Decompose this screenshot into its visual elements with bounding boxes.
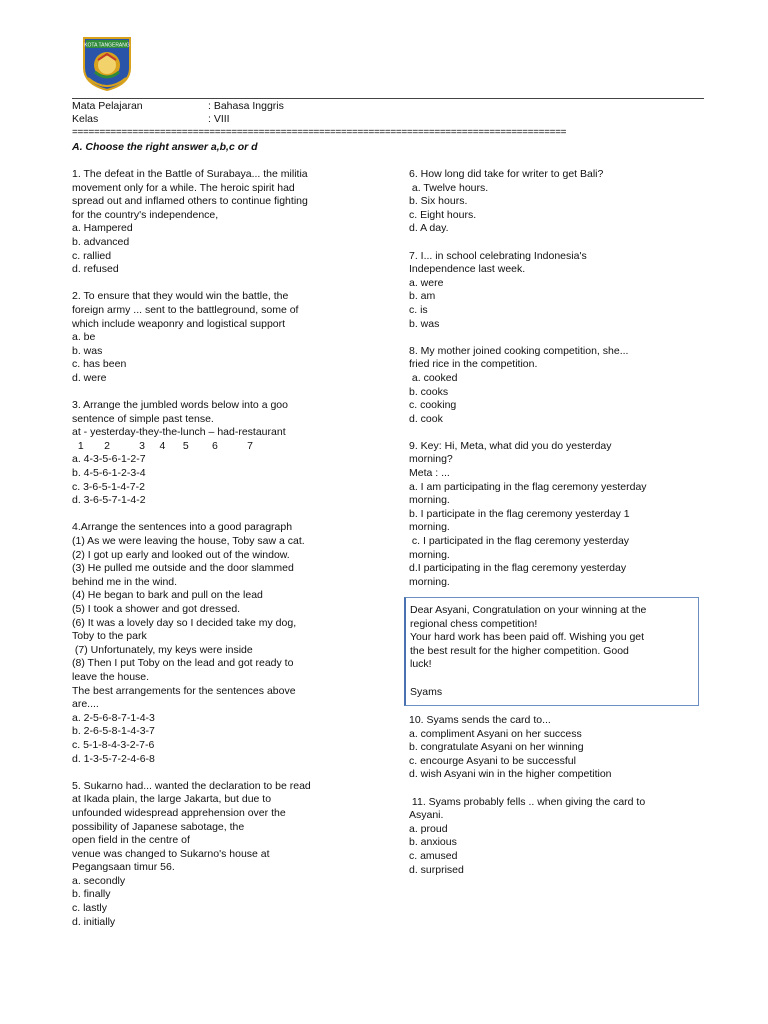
- text-line: fried rice in the competition.: [409, 358, 538, 371]
- text-line: (1) As we were leaving the house, Toby saw a cat.: [72, 535, 305, 548]
- blank-line: [409, 426, 709, 440]
- text-line: Independence last week.: [409, 263, 526, 276]
- instruction-heading: A. Choose the right answer a,b,c or d: [72, 141, 258, 153]
- text-line: c. amused: [409, 849, 458, 862]
- text-line: at Ikada plain, the large Jakarta, but due to: [72, 793, 272, 806]
- text-line: Your hard work has been paid off. Wishing you get: [410, 631, 645, 644]
- text-line: Asyani.: [409, 809, 444, 822]
- text-line: open field in the centre of: [72, 834, 190, 847]
- text-line: b. congratulate Asyani on her winning: [409, 741, 584, 754]
- text-line: movement only for a while. The heroic spirit had: [72, 181, 295, 194]
- text-line: spread out and inflamed others to continue fighting: [72, 195, 308, 208]
- text-line: 1. The defeat in the Battle of Surabaya... the militia: [72, 168, 308, 180]
- text-line: for the country's independence,: [72, 208, 219, 221]
- logo-text: KOTA TANGERANG: [84, 42, 130, 49]
- text-line: possibility of Japanese sabotage, the: [72, 820, 245, 833]
- blank-line: [409, 331, 709, 345]
- text-line: Meta : ...: [409, 467, 450, 480]
- text-line: b. am: [409, 290, 436, 303]
- text-line: Toby to the park: [72, 630, 147, 643]
- text-line: unfounded widespread apprehension over the: [72, 806, 286, 819]
- text-line: (7) Unfortunately, my keys were inside: [72, 643, 253, 656]
- text-line: c. Eight hours.: [409, 208, 477, 221]
- text-line: 11. Syams probably fells .. when giving the card to: [409, 795, 646, 808]
- text-line: 10. Syams sends the card to...: [409, 714, 551, 726]
- text-line: d. wish Asyani win in the higher competition: [409, 768, 612, 781]
- text-line: morning.: [409, 548, 450, 561]
- text-line: leave the house.: [72, 670, 150, 683]
- blank-line: [72, 766, 372, 780]
- text-line: b. I participate in the flag ceremony yesterday 1: [409, 507, 630, 520]
- subject-label: Mata Pelajaran: [72, 100, 143, 112]
- text-line: venue was changed to Sukarno's house at: [72, 847, 270, 860]
- blank-line: [72, 508, 372, 522]
- subject-value: : Bahasa Inggris: [208, 100, 284, 112]
- class-value: : VIII: [208, 113, 230, 125]
- text-line: a. cooked: [409, 371, 458, 384]
- text-line: (3) He pulled me outside and the door slammed: [72, 562, 294, 575]
- text-line: at - yesterday-they-the-lunch – had-restaurant: [72, 426, 286, 439]
- text-line: (6) It was a lovely day so I decided take my dog,: [72, 616, 297, 629]
- text-line: foreign army ... sent to the battleground, some of: [72, 303, 299, 316]
- text-line: sentence of simple past tense.: [72, 412, 214, 425]
- text-line: a. I am participating in the flag ceremony yesterday: [409, 480, 647, 493]
- text-line: 6. How long did take for writer to get Bali?: [409, 168, 604, 180]
- text-line: (8) Then I put Toby on the lead and got ready to: [72, 657, 294, 670]
- header-divider: [72, 98, 704, 99]
- text-line: 7. I... in school celebrating Indonesia's: [409, 249, 587, 262]
- text-line: d.I participating in the flag ceremony yesterday: [409, 562, 627, 575]
- text-line: d. were: [72, 371, 107, 384]
- text-line: b. advanced: [72, 235, 130, 248]
- text-line: The best arrangements for the sentences above: [72, 684, 296, 697]
- text-line: c. lastly: [72, 902, 108, 915]
- text-line: a. Hampered: [72, 222, 133, 235]
- right-question-column: [409, 168, 709, 589]
- text-line: c. rallied: [72, 249, 112, 262]
- text-line: a. 2-5-6-8-7-1-4-3: [72, 711, 155, 724]
- text-line: the best result for the higher competition. Good: [410, 644, 629, 657]
- text-line: c. encourge Asyani to be successful: [409, 754, 576, 767]
- blank-line: [409, 782, 709, 796]
- text-line: c. is: [409, 303, 428, 316]
- text-line: d. surprised: [409, 863, 464, 876]
- text-line: b. 4-5-6-1-2-3-4: [72, 467, 146, 480]
- text-line: d. initially: [72, 915, 116, 928]
- text-line: 9. Key: Hi, Meta, what did you do yesterday: [409, 439, 612, 452]
- class-label: Kelas: [72, 113, 99, 125]
- right-question-column-bottom: [409, 714, 709, 877]
- text-line: b. cooks: [409, 385, 449, 398]
- text-line: a. proud: [409, 822, 448, 835]
- text-line: a. be: [72, 331, 96, 344]
- left-question-column: [72, 168, 372, 929]
- text-line: c. 5-1-8-4-3-2-7-6: [72, 738, 155, 751]
- blank-line: [72, 386, 372, 400]
- greeting-card-text: [410, 604, 646, 699]
- text-line: b. finally: [72, 888, 111, 901]
- text-line: d. 1-3-5-7-2-4-6-8: [72, 752, 155, 765]
- text-line: (2) I got up early and looked out of the window.: [72, 548, 290, 561]
- text-line: 8. My mother joined cooking competition, she...: [409, 344, 629, 357]
- text-line: 3. Arrange the jumbled words below into a goo: [72, 399, 288, 412]
- text-line: luck!: [410, 658, 432, 671]
- text-line: b. was: [409, 317, 440, 330]
- text-line: b. was: [72, 344, 103, 357]
- city-emblem-logo: [78, 34, 136, 92]
- text-line: d. A day.: [409, 222, 449, 235]
- text-line: a. were: [409, 276, 444, 289]
- text-line: (4) He began to bark and pull on the lead: [72, 589, 263, 602]
- text-line: b. anxious: [409, 836, 457, 849]
- text-line: a. compliment Asyani on her success: [409, 727, 582, 740]
- text-line: d. refused: [72, 263, 119, 276]
- blank-line: [72, 277, 372, 291]
- text-line: a. secondly: [72, 874, 126, 887]
- text-line: morning.: [409, 494, 450, 507]
- text-line: a. Twelve hours.: [409, 181, 489, 194]
- blank-line: [410, 672, 646, 686]
- text-line: c. has been: [72, 358, 127, 371]
- text-line: d. 3-6-5-7-1-4-2: [72, 494, 146, 507]
- separator-line: ==========================================================================================: [72, 127, 567, 138]
- text-line: morning.: [409, 575, 450, 588]
- text-line: 4.Arrange the sentences into a good paragraph: [72, 521, 293, 534]
- text-line: a. 4-3-5-6-1-2-7: [72, 453, 146, 466]
- text-line: c. cooking: [409, 399, 457, 412]
- text-line: Pegangsaan timur 56.: [72, 861, 175, 874]
- text-line: morning.: [409, 521, 450, 534]
- blank-line: [409, 236, 709, 250]
- text-line: b. Six hours.: [409, 195, 468, 208]
- greeting-card-box: [404, 597, 699, 706]
- text-line: 2. To ensure that they would win the battle, the: [72, 290, 289, 303]
- text-line: d. cook: [409, 412, 443, 425]
- text-line: behind me in the wind.: [72, 575, 178, 588]
- text-line: are....: [72, 698, 99, 711]
- text-line: Dear Asyani, Congratulation on your winning at the: [410, 604, 647, 616]
- text-line: 5. Sukarno had... wanted the declaration to be read: [72, 779, 311, 792]
- text-line: which include weaponry and logistical support: [72, 317, 286, 330]
- text-line: c. I participated in the flag ceremony yesterday: [409, 535, 630, 548]
- text-line: 1 2 3 4 5 6 7: [72, 439, 253, 452]
- text-line: b. 2-6-5-8-1-4-3-7: [72, 725, 155, 738]
- text-line: morning?: [409, 453, 453, 466]
- text-line: Syams: [410, 685, 443, 698]
- text-line: regional chess competition!: [410, 617, 538, 630]
- text-line: (5) I took a shower and got dressed.: [72, 603, 241, 615]
- text-line: c. 3-6-5-1-4-7-2: [72, 480, 145, 493]
